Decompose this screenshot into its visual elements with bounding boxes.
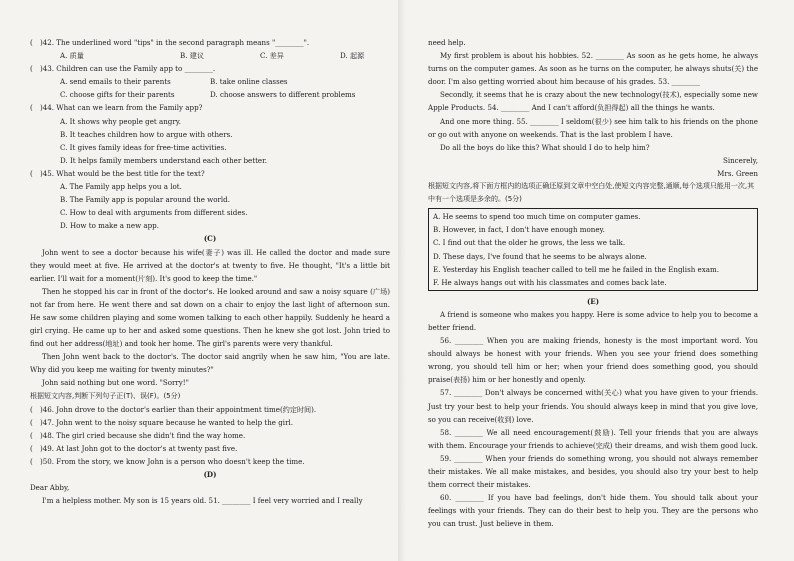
letter-signature: Mrs. Green (717, 168, 758, 178)
passage-c-p3: Then John went back to the doctor's. The doctor said angrily when he saw him, "You are late. Why did you keep me waiting for twenty minutes?" (30, 352, 390, 375)
passage-c-p4: John said nothing but one word. "Sorry!" (42, 378, 189, 388)
section-e-heading: (E) (586, 296, 600, 306)
question-42: ( )42. The underlined word "tips" in the second paragraph means "________". (30, 38, 310, 47)
letter-closing: Sincerely, (722, 155, 758, 165)
letter-p4: And one more thing. 55. ________ I seldom(很少) see him talk to his friends on the phone or go out with anyone on weekends. That is the last problem I have. (428, 116, 758, 139)
passage-c-p2: Then he stopped his car in front of the doctor's. He looked around and saw a noisy square (广场) not far from here. He went there and sat down on a chair to enjoy the last light of afternoon sun. He saw some children playing and some women talking to each other happily. Suddenly he heard a girl crying. He came up to her and asked some questions. Then he knew she got lost. John tried to find out her address(地址) and took her home. The girl's parents were very thankful. (30, 286, 390, 349)
d-instruction: 根据短文内容,将下面方框内的选项正确还原到文章中空白处,使短文内容完整,通顺,每个选项只能用一次,其中有一个选项是多余的。(5分) (428, 182, 755, 204)
letter-p2: My first problem is about his hobbies. 52. ________ As soon as he gets home, he always turns on the computer games. As soon as he turns on the computer, he always shuts(关) the door. I'm also getting worried about him because of his grades. 53. ________ (428, 51, 759, 87)
tf-instruction: 根据短文内容,判断下列句子正(T)、误(F)。(5分) (30, 391, 181, 400)
passage-c-p1: John went to see a doctor because his wife(妻子) was ill. He called the doctor and made sure they would meet at five. He arrived at the doctor's at twenty to five. He thought, "It's a little bit earlier. I'll wait for a moment(片刻). It's good to keep the time." (30, 247, 390, 283)
letter-p3: Secondly, it seems that he is crazy about the new technology(技术), especially some new Apple Products. 54. ________ And I can't afford(负担得起) all the things he wants. (428, 90, 758, 113)
passage-e-p1: A friend is someone who makes you happy. Here is some advice to help you to become a better friend. (428, 309, 758, 332)
passage-e-p6: 60. ________ If you have bad feelings, don't hide them. You should talk about your feelings with your friends. They can do their best to help you. They are the persons who you can trust. Just believe in them. (428, 493, 758, 529)
section-d-heading: (D) (203, 470, 217, 480)
section-c-heading: (C) (203, 234, 217, 244)
passage-e-p3: 57. ________ Don't always be concerned with(关心) what you have given to your friends. Just try your best to help your friends. You should always keep in mind that you give love, so you can receive(收到) love. (428, 388, 758, 424)
passage-e-p5: 59. ________ When your friends do something wrong, you should not always remember their mistakes. We all make mistakes, and besides, you should also try your best to help them correct their mistakes. (428, 453, 758, 490)
question-44: ( )44. What can we learn from the Family app? (30, 103, 203, 113)
question-43: ( )43. Children can use the Family app to ________. (30, 64, 216, 74)
question-45: ( )45. What would be the best title for the text? (30, 168, 205, 178)
letter-p5: Do all the boys do like this? What should I do to help him? (440, 142, 650, 152)
letter-p1-start: I'm a helpless mother. My son is 15 years old. 51. ________ I feel very worried and I really (42, 496, 363, 506)
left-column: ( )42. The underlined word "tips" in the second paragraph means "________". A. 质量 B. 建议 C. 差异 D. 起源 ( )43. Children can use the Family app to ________. A. send emails to their parents B. take online classes C. choose gifts for their parents D. choose answers to different problems ( )44. What can we learn from the Family app? A. It shows why people get angry. B. It teaches children how to argue with others. C. It gives family ideas for free-time activities. D. It helps family members understand each other better. ( )45. What would be the best title for the text? A. The Family app helps you a lot. B. The Family app is popular around the world. C. How to deal with arguments from different sides. D. How to make a new app. (C) John went to see a doctor because his wife(妻子) was ill. He called the doctor and made sure they would meet at five. He arrived at the doctor's at twenty to five. He thought, "It's a little bit earlier. I'll wait for a moment(片刻). It's good to keep the time." Then he stopped his car in front of the doctor's. He looked around and saw a noisy square (广场) not far from here. He went there and sat down on a chair to enjoy the last light of afternoon sun. He saw some children playing and some women talking to each other happily. Suddenly he heard a girl crying. He came up to her and asked some questions. Then he knew she got lost. John tried to find out her address(地址) and took her home. The girl's parents were very thankful. Then John went back to the doctor's. The doctor said angrily when he saw him, "You are late. Why did you keep me waiting for twenty minutes?" John said nothing but one word. "Sorry!" 根据短文内容,判断下列句子正(T)、误(F)。(5分) ( )46. John drove to the doctor's earlier than their appointment time(约定时间). ( )47. John went to the noisy square because he wanted to help the girl. ( )48. The girl cried because she didn't find the way home. ( )49. At last John got to the doctor's at twenty past five. ( )50. From the story, we know John is a person who doesn't keep the time. (D) Dear Abby, I'm a helpless mother. My son is 15 years old. 51. ________ I feel very worried and I really (30, 36, 390, 507)
question-42-options: A. 质量 B. 建议 C. 差异 D. 起源 (60, 51, 365, 61)
passage-e-p2: 56. ________ When you are making friends, honesty is the most important word. You should always be honest with your friends. When you see your friend does something wrong, you should tell him or her; when your friend does something good, you should praise(表扬) him or her honestly and openly. (428, 336, 758, 385)
right-column: need help. My first problem is about his hobbies. 52. ________ As soon as he gets home, he always turns on the computer games. As soon as he turns on the computer, he always shuts(关) the door. I'm also getting worried about him because of his grades. 53. ________ Secondly, it seems that he is crazy about the new technology(技术), especially some new Apple Products. 54. ________ And I can't afford(负担得起) all the things he wants. And one more thing. 55. ________ I seldom(很少) see him talk to his friends on the phone or go out with anyone on weekends. That is the last problem I have. Do all the boys do like this? What should I do to help him? Sincerely, Mrs. Green 根据短文内容,将下面方框内的选项正确还原到文章中空白处,使短文内容完整,通顺,每个选项只能用一次,其中有一个选项是多余的。(5分) A. He seems to spend too much time on computer games. B. However, in fact, I don't have enough money. C. I find out that the older he grows, the less we talk. D. These days, I've found that he seems to be always alone. E. Yesterday his English teacher called to tell me he failed in the English exam. F. He always hangs out with his classmates and comes back late. (E) A friend is someone who makes you happy. Here is some advice to help you to become a better friend. 56. ________ When you are making friends, honesty is the most important word. You should always be honest with your friends. When you see your friend does something wrong, you should tell him or her; when your friend does something good, you should praise(表扬) him or her honestly and openly. 57. ________ Don't always be concerned with(关心) what you have given to your friends. Just try your best to help your friends. You should always keep in mind that you give love, so you can receive(收到) love. 58. ________ We all need encouragement(鼓励). Tell your friends that you are always with them. Encourage your friends to achieve(完成) their dreams, and wish them good luck. 59. ________ When your friends do something wrong, you should not always remember their mistakes. We all make mistakes, and besides, you should also try your best to help them correct their mistakes. 60. ________ If you have bad feelings, don't hide them. You should talk about your feelings with your friends. They can do their best to help you. They are the persons who you can trust. Just believe in them. (428, 36, 758, 530)
options-box: A. He seems to spend too much time on computer games. B. However, in fact, I don't have enough money. C. I find out that the older he grows, the less we talk. D. These days, I've found that he seems to be always alone. E. Yesterday his English teacher called to tell me he failed in the English exam. F. He always hangs out with his classmates and comes back late. (428, 208, 758, 291)
letter-salutation: Dear Abby, (30, 483, 70, 493)
passage-e-p4: 58. ________ We all need encouragement(鼓励). Tell your friends that you are always with them. Encourage your friends to achieve(完成) their dreams, and wish them good luck. (428, 427, 758, 450)
